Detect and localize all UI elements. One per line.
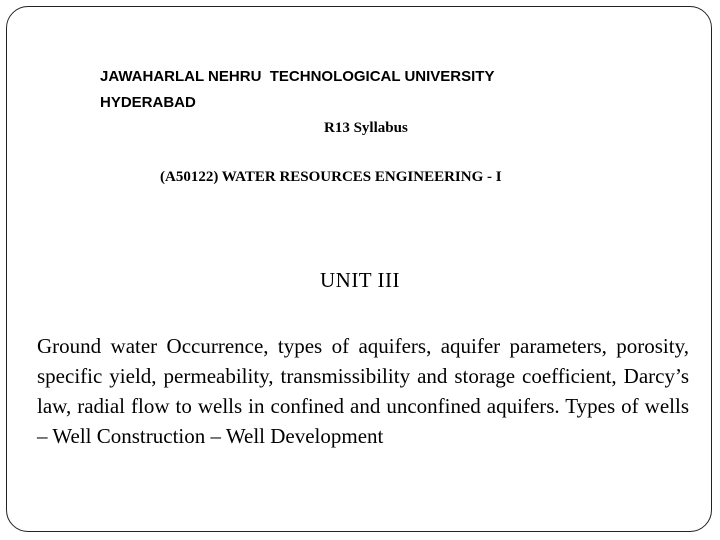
- course-title: (A50122) WATER RESOURCES ENGINEERING - I: [160, 169, 502, 185]
- syllabus-label: R13 Syllabus: [324, 120, 408, 136]
- university-name: JAWAHARLAL NEHRU TECHNOLOGICAL UNIVERSITY: [100, 68, 495, 85]
- university-city: HYDERABAD: [100, 94, 196, 111]
- topics-paragraph: Ground water Occurrence, types of aquifers, aquifer parameters, porosity, specific yield, permeability, transmissibility and storage coefficient, Darcy’s law, radial flow to wells in confined and unconfined aquifers. Types of wells – Well Construction – Well Development: [37, 334, 689, 448]
- unit-title: UNIT III: [319, 268, 400, 292]
